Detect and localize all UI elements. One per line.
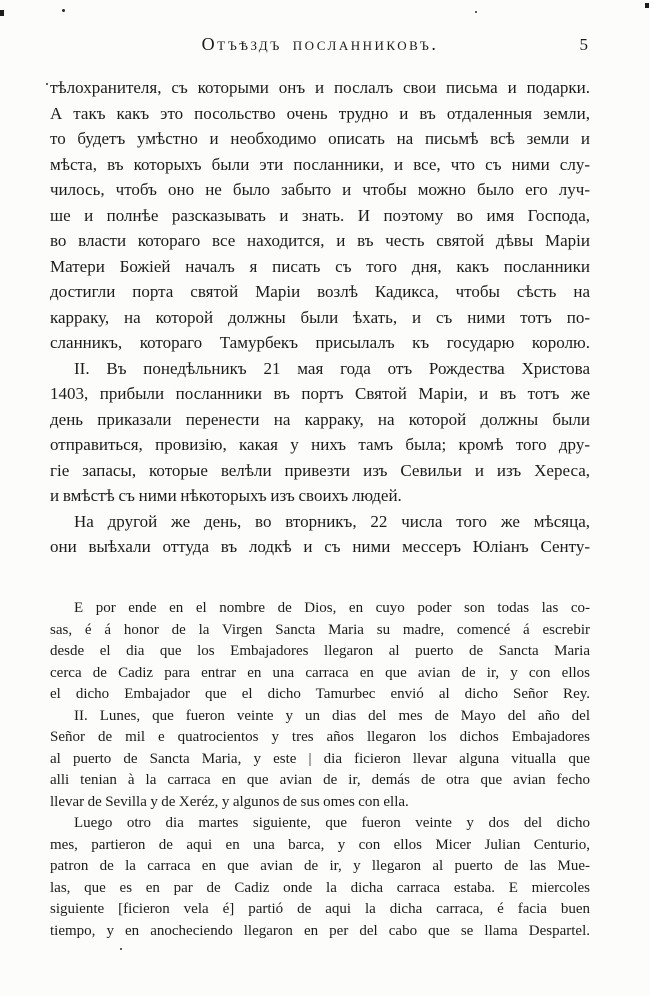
text-line: во власти котораго все находится, и въ честь святой дѣвы Маріи [50,231,590,250]
scan-edge-mark [645,3,649,8]
text-line: мѣста, въ которыхъ были эти посланники, и все, что съ ними слу- [50,154,590,174]
paragraph [50,813,590,942]
text-line: гіе запасы, которые велѣли привезти изъ Севильи и изъ Хереса, [50,460,590,480]
text-line: тѣлохранителя, съ которыми онъ и послалъ свои письма и подарки. [50,78,590,97]
paragraph [50,75,590,356]
text-line: siguiente [ficieron vela é] partió de aqui la dicha carraca, é facia buen [50,901,590,917]
text-line: las, que es en par de Cadiz onde la dicha carraca estaba. E miercoles [50,879,590,896]
text-line: На другой же день, во вторникъ, 22 числа того же мѣсяца, [74,511,590,531]
russian-translation-section [50,75,590,560]
text-line: mes, partieron de aqui en una barca, y con ellos Micer Julian Centurio, [50,836,590,853]
paragraph [50,356,590,509]
scan-speck [62,9,65,12]
scan-speck [475,11,477,13]
paragraph [50,509,590,560]
text-line: II. Lunes, que fueron veinte y un dias del mes de Mayo del año del [74,707,590,724]
text-line: Матери Божіей началъ я писать съ того дня, какъ посланники [50,256,590,276]
text-line: sas, é á honor de la Virgen Sancta Maria su madre, comencé á escrebir [50,621,590,638]
text-line: II. Въ понедѣльникъ 21 мая года отъ Рождества Христова [74,358,590,378]
page-number: 5 [579,35,588,54]
text-line: E por ende en el nombre de Dios, en cuyo poder son todas las co- [74,600,590,616]
text-line: карраку, на которой должны были ѣхать, и съ ними тотъ по- [50,307,590,327]
spanish-original-section [50,598,590,942]
text-line: сланникъ, котораго Тамурбекъ присылалъ къ государю королю. [50,333,590,352]
text-line: desde el dia que los Embajadores llegaron al puerto de Sancta Maria [50,643,590,659]
text-line: чилось, чтобъ оно не было забыто и чтобы можно было его луч- [50,180,590,199]
text-line: patron de la carraca en que avian de ir, y llegaron al puerto de las Mue- [50,858,590,874]
paragraph [50,598,590,706]
scan-speck [46,83,48,85]
text-line: 1403, прибыли посланники въ портъ Святой Маріи, и въ тотъ же [50,384,590,403]
text-line: день приказали перенести на карраку, на которой должны были [50,409,590,429]
scan-speck [120,948,122,950]
text-line: Señor de mil e quatrocientos y tres años llegaron los dichos Embajadores [50,729,590,745]
text-line: ше и полнѣе разсказывать и знать. И поэтому во имя Господа, [50,205,590,225]
text-line: al puerto de Sancta Maria, y este | dia ficieron llevar alguna vitualla que [50,750,590,767]
text-line: llevar de Sevilla y de Xeréz, y algunos de sus omes con ella. [50,793,409,810]
text-line: отправиться, провизію, какая у нихъ тамъ была; кромѣ того дру- [50,435,590,454]
text-line: cerca de Cadiz para entrar en una carraca en que avian de ir, y con ellos [50,664,590,681]
scan-edge-mark [0,10,4,16]
text-line: el dicho Embajador que el dicho Tamurbec envió al dicho Señor Rey. [50,686,590,702]
paragraph [50,706,590,814]
text-line: они выѣхали оттуда въ лодкѣ и съ ними мессеръ Юліанъ Сенту- [50,537,590,556]
running-head-title: Отъѣздъ посланниковъ. [201,34,439,54]
text-line: то будетъ умѣстно и необходимо описать на письмѣ всѣ земли и [50,129,590,148]
text-line: Luego otro dia martes siguiente, que fueron veinte y dos del dicho [74,815,590,831]
text-line: достигли порта святой Маріи возлѣ Кадикса, чтобы сѣсть на [50,282,590,301]
text-line: alli tenian à la carraca en que avian de ir, demás de otra que avian fecho [50,772,590,788]
running-header [50,34,590,58]
text-line: А такъ какъ это посольство очень трудно и въ отдаленныя земли, [50,103,590,123]
text-line: tiempo, y en anocheciendo llegaron en per del cabo que se llama Despartel. [50,922,590,939]
text-line: и вмѣстѣ съ ними нѣкоторыхъ изъ своихъ людей. [50,486,402,505]
